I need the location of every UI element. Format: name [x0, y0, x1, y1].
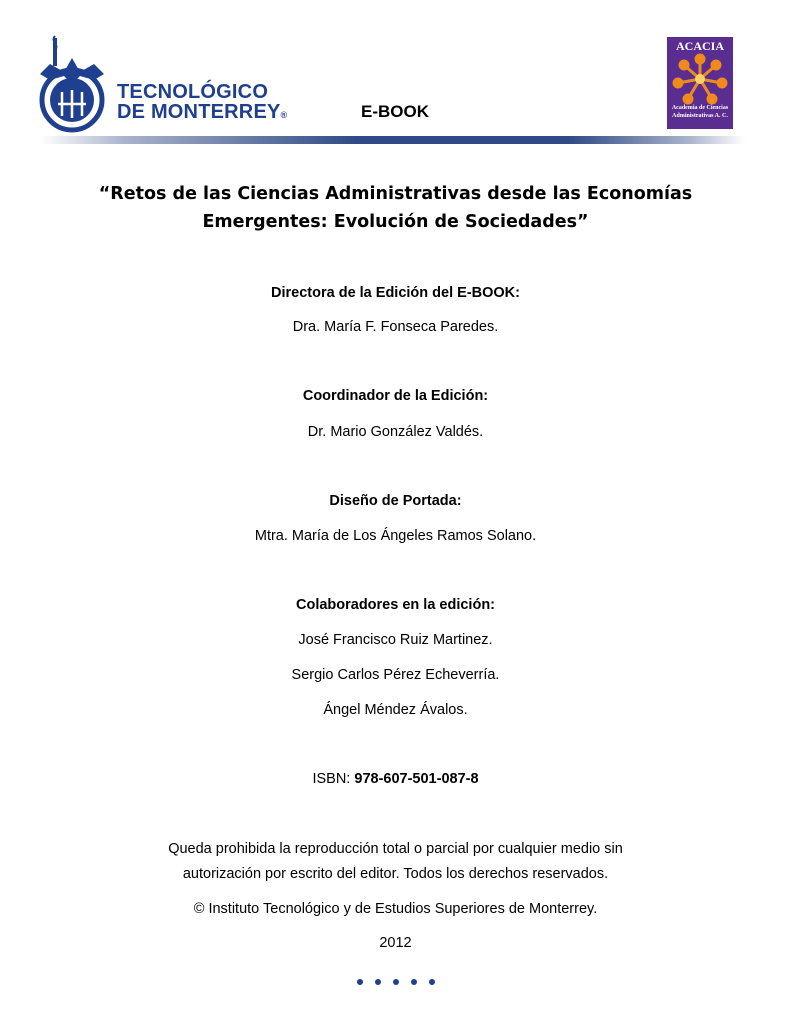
dot-icon	[375, 979, 381, 985]
institution-name	[117, 82, 287, 125]
acacia-sub-line1: Academia de Ciencias	[671, 105, 729, 111]
isbn-label: ISBN:	[312, 771, 351, 787]
dot-icon	[411, 979, 417, 985]
collaborator-name: José Francisco Ruiz Martinez.	[298, 632, 493, 648]
dot-icon	[393, 979, 399, 985]
dot-icon	[429, 979, 435, 985]
cover-design-name: Mtra. María de Los Ángeles Ramos Solano.	[254, 528, 537, 544]
collaborators-label: Colaboradores en la edición:	[295, 597, 495, 613]
director-name: Dra. María F. Fonseca Paredes.	[292, 319, 499, 335]
book-title	[0, 180, 791, 236]
isbn-value: 978-607-501-087-8	[354, 771, 479, 787]
collaborator-name: Ángel Méndez Ávalos.	[323, 702, 468, 718]
tec-seal-logo	[34, 34, 114, 134]
header-divider	[40, 136, 745, 144]
acacia-flower-icon	[670, 53, 730, 105]
rights-notice-line2: autorización por escrito del editor. Todos los derechos reservados.	[182, 866, 609, 882]
publication-year: 2012	[379, 935, 412, 951]
copyright-notice: © Instituto Tecnológico y de Estudios Superiores de Monterrey.	[193, 901, 598, 917]
acacia-subtitle	[667, 105, 733, 120]
coordinator-name: Dr. Mario González Valdés.	[307, 424, 484, 440]
acacia-logo	[667, 37, 733, 129]
book-title-line2: Emergentes: Evolución de Sociedades”	[202, 212, 589, 232]
coordinator-label: Coordinador de la Edición:	[302, 388, 489, 404]
decorative-dots	[0, 972, 791, 990]
collaborator-name: Sergio Carlos Pérez Echeverría.	[291, 667, 500, 683]
isbn-line	[0, 771, 791, 787]
acacia-sub-line2: Administrativas A. C.	[672, 112, 728, 119]
cover-design-label: Diseño de Portada:	[329, 493, 462, 509]
ebook-label: E-BOOK	[361, 102, 429, 121]
book-title-line1: “Retos de las Ciencias Administrativas desde las Economías	[98, 184, 693, 204]
dot-icon	[357, 979, 363, 985]
acacia-title: ACACIA	[676, 39, 724, 53]
institution-name-line1: TECNOLÓGICO	[117, 81, 269, 103]
director-label: Directora de la Edición del E-BOOK:	[271, 285, 520, 301]
rights-notice-line1: Queda prohibida la reproducción total o parcial por cualquier medio sin	[168, 841, 623, 857]
institution-name-line2: DE MONTERREY	[117, 101, 281, 123]
registered-mark: ®	[280, 110, 288, 120]
